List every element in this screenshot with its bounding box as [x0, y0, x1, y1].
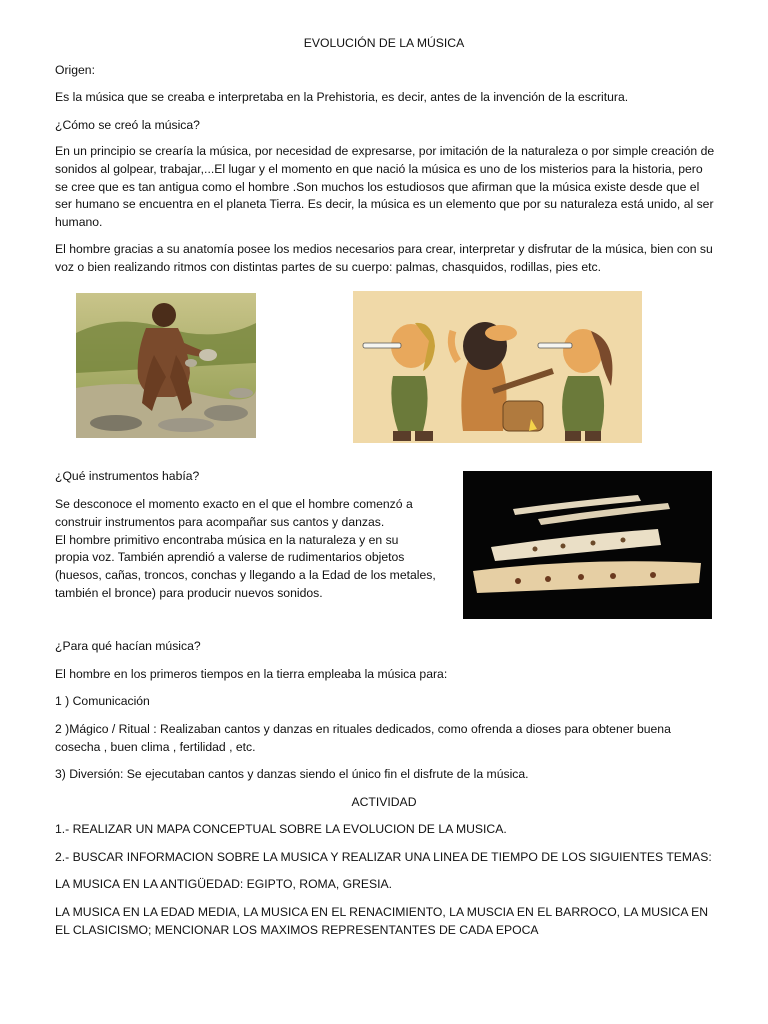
para-que-intro: El hombre en los primeros tiempos en la tierra empleaba la música para: [55, 667, 448, 681]
para-que-item-3: 3) Diversión: Se ejecutaban cantos y danzas siendo el único fin el disfrute de la música. [55, 767, 529, 781]
origen-heading: Origen: [55, 63, 95, 77]
para-que-item-1: 1 ) Comunicación [55, 694, 150, 708]
instrumentos-paragraph [55, 496, 455, 603]
instrumentos-line: El hombre primitivo encontraba música en la naturaleza y en su [55, 532, 399, 547]
para-que-item-2: 2 )Mágico / Ritual : Realizaban cantos y danzas en rituales dedicados, como ofrenda a dioses para obtener buena cosecha , buen clima , fertilidad , etc. [55, 722, 671, 754]
como-paragraph-1: En un principio se crearía la música, por necesidad de expresarse, por imitación de la naturaleza o por simple creación de sonidos al golpear, trabajar,...El lugar y el momento en que nació la música es uno de los misterios para la historia, pero se cree que es tan antigua como el hombre .Son muchos los estudiosos que afirman que la música existe desde que el ser humano se encuentra en el planeta Tierra. Es decir, la música es un elemento que por su naturaleza está unido, al ser humano. [55, 144, 715, 230]
actividad-item-2: 2.- BUSCAR INFORMACION SOBRE LA MUSICA Y REALIZAR UNA LINEA DE TIEMPO DE LOS SIGUIENTES TEMAS: [55, 850, 712, 864]
actividad-item-1: 1.- REALIZAR UN MAPA CONCEPTUAL SOBRE LA EVOLUCION DE LA MUSICA. [55, 822, 507, 836]
instrumentos-line: también el bronce) para producir nuevos sonidos. [55, 585, 323, 600]
instrumentos-line: propia voz. También aprendió a valerse de rudimentarios objetos [55, 550, 405, 565]
instrumentos-heading: ¿Qué instrumentos había? [55, 469, 200, 483]
bone-flutes-image [463, 471, 712, 619]
como-paragraph-2: El hombre gracias a su anatomía posee los medios necesarios para crear, interpretar y disfrutar de la música, bien con su voz o bien realizando ritmos con distintas partes de su cuerpo: palmas, chasquidos, rodillas, pies etc. [55, 242, 713, 274]
para-que-heading: ¿Para qué hacían música? [55, 639, 201, 653]
instrumentos-line: (huesos, cañas, troncos, conchas y llegando a la Edad de los metales, [55, 568, 436, 583]
prehistoric-man-image [76, 293, 256, 438]
document-title: EVOLUCIÓN DE LA MÚSICA [303, 36, 465, 50]
origen-text: Es la música que se creaba e interpretaba en la Prehistoria, es decir, antes de la invención de la escritura. [55, 90, 629, 104]
actividad-heading: ACTIVIDAD [351, 795, 417, 809]
como-heading: ¿Cómo se creó la música? [55, 118, 200, 132]
actividad-item-4: LA MUSICA EN LA EDAD MEDIA, LA MUSICA EN EL RENACIMIENTO, LA MUSCIA EN EL BARROCO, LA MUSICA EN EL CLASICISMO; MENCIONAR LOS MAXIMOS REPRESENTANTES DE CADA EPOCA [55, 905, 709, 937]
cavemen-music-illustration [353, 291, 642, 443]
instrumentos-line: construir instrumentos para acompañar sus cantos y danzas. [55, 514, 385, 529]
actividad-item-3: LA MUSICA EN LA ANTIGÜEDAD: EGIPTO, ROMA, GRESIA. [55, 877, 393, 891]
instrumentos-line: Se desconoce el momento exacto en el que el hombre comenzó a [55, 497, 413, 511]
